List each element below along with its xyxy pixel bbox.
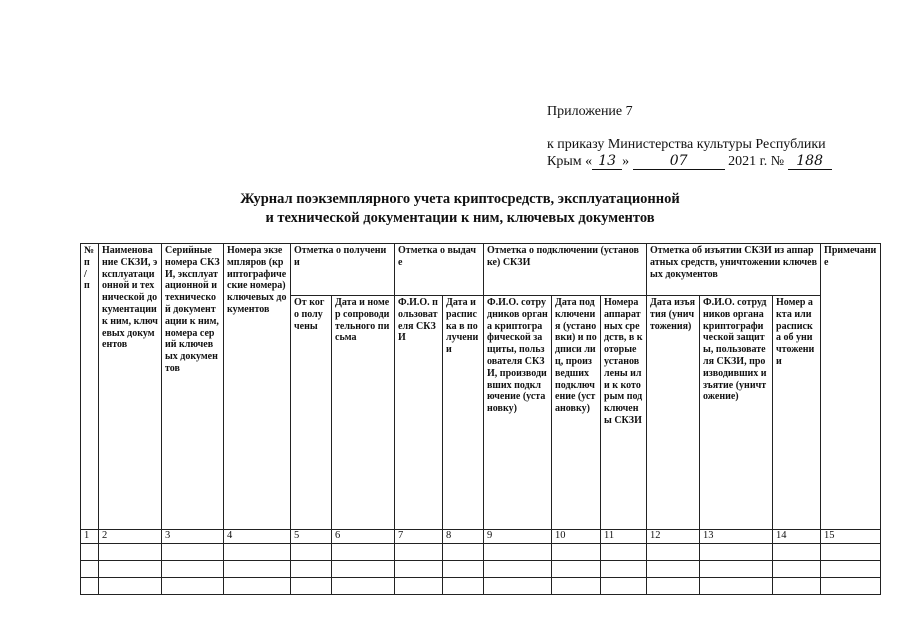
order-month: 07 (633, 154, 725, 170)
journal-table (80, 243, 881, 595)
header-from-whom: От кого получены (291, 296, 332, 530)
header-connect-date: Дата подключения (установки) и подписи лиц, произведших подключение (установку) (552, 296, 601, 530)
table-cell (291, 544, 332, 561)
column-number: 12 (647, 530, 700, 544)
header-date-letter: Дата и номер сопроводительного письма (332, 296, 395, 530)
table-cell (81, 578, 99, 595)
table-cell (332, 561, 395, 578)
table-cell (81, 561, 99, 578)
order-line: к приказу Министерства культуры Республики (547, 137, 826, 152)
table-cell (332, 544, 395, 561)
header-receipt-date: Дата и расписка в получении (443, 296, 484, 530)
order-number: 188 (788, 154, 832, 170)
table-cell (700, 544, 773, 561)
table-cell (821, 561, 881, 578)
header-issue-group: Отметка о выдаче (395, 244, 484, 296)
table-cell (773, 544, 821, 561)
journal-title (160, 190, 760, 228)
journal-title-line2: и технической документации к ним, ключевых документов (265, 210, 655, 226)
table-cell (224, 561, 291, 578)
table-cell (443, 578, 484, 595)
column-number: 10 (552, 530, 601, 544)
column-number: 9 (484, 530, 552, 544)
table-cell (81, 544, 99, 561)
table-cell (99, 544, 162, 561)
order-date-line (547, 154, 832, 170)
header-copy-numbers: Номера экземпляров (криптографические номера) ключевых документов (224, 244, 291, 530)
header-user-name: Ф.И.О. пользователя СКЗИ (395, 296, 443, 530)
table-cell (700, 578, 773, 595)
table-cell (647, 578, 700, 595)
table-cell (395, 561, 443, 578)
column-number: 8 (443, 530, 484, 544)
table-cell (601, 578, 647, 595)
table-cell (647, 561, 700, 578)
journal-title-line1: Журнал поэкземплярного учета криптосредств, эксплуатационной (240, 191, 680, 207)
column-number: 15 (821, 530, 881, 544)
header-connect-group: Отметка о подключении (установке) СКЗИ (484, 244, 647, 296)
column-number: 1 (81, 530, 99, 544)
column-number: 14 (773, 530, 821, 544)
table-cell (395, 544, 443, 561)
order-year: 2021 г. № (728, 154, 785, 169)
table-cell (700, 561, 773, 578)
table-cell (395, 578, 443, 595)
table-cell (552, 561, 601, 578)
header-remove-staff: Ф.И.О. сотрудников органа криптографической защиты, пользователя СКЗИ, производивших изъятие (уничтожение) (700, 296, 773, 530)
table-cell (162, 578, 224, 595)
table-row (81, 561, 881, 578)
table-cell (773, 578, 821, 595)
table-cell (162, 561, 224, 578)
table-cell (99, 578, 162, 595)
table-cell (224, 578, 291, 595)
table-cell (291, 561, 332, 578)
column-number-row (81, 530, 881, 544)
column-number: 4 (224, 530, 291, 544)
column-number: 6 (332, 530, 395, 544)
table-cell (99, 561, 162, 578)
header-no: № п / п (81, 244, 99, 530)
table-row (81, 578, 881, 595)
header-receipt-group: Отметка о получении (291, 244, 395, 296)
column-number: 7 (395, 530, 443, 544)
table-cell (773, 561, 821, 578)
table-cell (821, 578, 881, 595)
column-number: 5 (291, 530, 332, 544)
header-remove-group: Отметка об изъятии СКЗИ из аппаратных средств, уничтожении ключевых документов (647, 244, 821, 296)
header-remove-date: Дата изъятия (уничтожения) (647, 296, 700, 530)
table-row (81, 544, 881, 561)
table-cell (484, 578, 552, 595)
table-cell (332, 578, 395, 595)
header-note: Примечание (821, 244, 881, 530)
table-cell (601, 561, 647, 578)
table-cell (443, 561, 484, 578)
header-row-1 (81, 244, 881, 296)
header-hw-numbers: Номера аппаратных средств, в которые установлены или к которым подключены СКЗИ (601, 296, 647, 530)
table-cell (484, 561, 552, 578)
appendix-title: Приложение 7 (547, 104, 633, 119)
column-number: 11 (601, 530, 647, 544)
header-connect-staff: Ф.И.О. сотрудников органа криптографической защиты, пользователя СКЗИ, производивших подключение (установку) (484, 296, 552, 530)
header-act-number: Номер акта или расписка об уничтожении (773, 296, 821, 530)
table-cell (552, 578, 601, 595)
column-number: 2 (99, 530, 162, 544)
column-number: 3 (162, 530, 224, 544)
table-cell (291, 578, 332, 595)
table-cell (821, 544, 881, 561)
table-cell (224, 544, 291, 561)
date-prefix: Крым « (547, 154, 593, 169)
table-cell (647, 544, 700, 561)
date-mid: » (622, 154, 630, 169)
table-cell (484, 544, 552, 561)
column-number: 13 (700, 530, 773, 544)
table-cell (162, 544, 224, 561)
table-cell (601, 544, 647, 561)
header-name: Наименование СКЗИ, эксплуатационной и технической документации к ним, ключевых документов (99, 244, 162, 530)
header-serial: Серийные номера СКЗИ, эксплуатационной и технической документации к ним, номера серий ключевых документов (162, 244, 224, 530)
table-cell (443, 544, 484, 561)
order-day: 13 (592, 154, 622, 170)
table-cell (552, 544, 601, 561)
